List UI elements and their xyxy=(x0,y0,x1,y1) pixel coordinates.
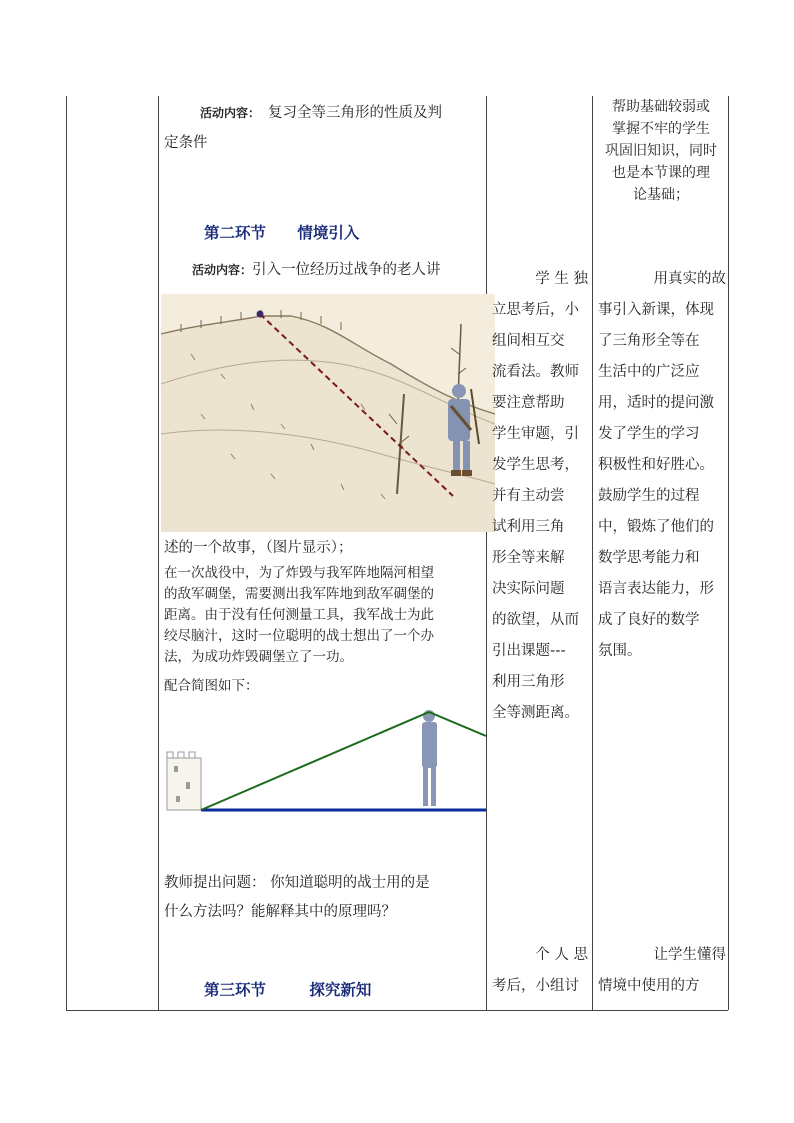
student-line: 形全等来解 xyxy=(492,550,565,566)
student-line: 发学生思考， xyxy=(492,457,579,473)
purpose-line: 了三角形全等在 xyxy=(598,333,700,349)
teacher-question: 教师提出问题： 你知道聪明的战士用的是 xyxy=(164,875,430,891)
student-line: 学 生 独 xyxy=(535,271,588,287)
purpose-line: 情境中使用的方 xyxy=(598,978,700,994)
teacher-question-cont: 什么方法吗？能解释其中的原理吗？ xyxy=(164,904,396,920)
section2-purpose xyxy=(598,264,726,667)
purpose-line: 掌握不牢的学生 xyxy=(612,121,710,137)
story-line: 的敌军碉堡，需要测出我军阵地到敌军碉堡的 xyxy=(164,586,434,602)
table-border-left xyxy=(66,96,67,1010)
purpose-line: 积极性和好胜心。 xyxy=(598,457,714,473)
student-line: 组间相互交 xyxy=(492,333,565,349)
student-line: 并有主动尝 xyxy=(492,488,565,504)
purpose-line: 事引入新课，体现 xyxy=(598,302,714,318)
purpose-line: 生活中的广泛应 xyxy=(598,364,700,380)
section2-student-activity xyxy=(492,264,588,729)
section3-number: 第三环节 xyxy=(204,980,267,999)
table-border-col2 xyxy=(486,96,487,1010)
purpose-line: 用，适时的提问激 xyxy=(598,395,714,411)
purpose-line: 中，锻炼了他们的 xyxy=(598,519,714,535)
section3-student-activity xyxy=(492,940,588,1002)
activity-label: 活动内容： xyxy=(192,263,253,277)
purpose-line: 数学思考能力和 xyxy=(598,550,700,566)
student-line: 的欲望，从而 xyxy=(492,612,579,628)
story-line: 距离。由于没有任何测量工具，我军战士为此 xyxy=(164,607,434,623)
story-line: 绞尽脑汁，这时一位聪明的战士想出了一个办 xyxy=(164,628,434,644)
section2-activity xyxy=(192,257,441,283)
diagram-caption: 配合简图如下： xyxy=(164,678,259,694)
section3-heading xyxy=(204,978,371,1000)
section2-heading xyxy=(204,221,359,243)
purpose-line: 发了学生的学习 xyxy=(598,426,700,442)
purpose-line: 鼓励学生的过程 xyxy=(598,488,700,504)
student-line: 决实际问题 xyxy=(492,581,565,597)
purpose-line: 让学生懂得 xyxy=(653,947,726,963)
student-line: 全等测距离。 xyxy=(492,705,579,721)
activity-text: 复习全等三角形的性质及判 xyxy=(268,105,443,121)
story-paragraph xyxy=(164,563,434,668)
purpose-line: 巩固旧知识，同时 xyxy=(605,143,717,159)
student-line: 利用三角形 xyxy=(492,674,565,690)
review-activity xyxy=(200,100,442,126)
student-line: 个 人 思 xyxy=(535,947,588,963)
table-border-col3 xyxy=(592,96,593,1010)
student-line: 学生审题，引 xyxy=(492,426,579,442)
student-line: 试利用三角 xyxy=(492,519,565,535)
student-line: 引出课题--- xyxy=(492,643,566,659)
activity-label: 活动内容： xyxy=(200,106,261,120)
story-line: 法，为成功炸毁碉堡立了一功。 xyxy=(164,649,353,665)
section3-purpose xyxy=(598,940,726,1002)
table-border-right xyxy=(728,96,729,1010)
student-line: 要注意帮助 xyxy=(492,395,565,411)
purpose-line: 论基础； xyxy=(633,187,689,203)
purpose-line: 帮助基础较弱或 xyxy=(612,99,710,115)
story-continue: 述的一个故事，（图片显示）； xyxy=(164,540,353,556)
measurement-diagram xyxy=(164,700,486,820)
student-line: 立思考后，小 xyxy=(492,302,579,318)
purpose-line: 氛围。 xyxy=(598,643,642,659)
story-line: 在一次战役中，为了炸毁与我军阵地隔河相望 xyxy=(164,565,434,581)
purpose-line: 用真实的故 xyxy=(653,271,726,287)
purpose-line: 成了良好的数学 xyxy=(598,612,700,628)
section3-title: 探究新知 xyxy=(309,980,372,999)
review-activity-cont: 定条件 xyxy=(164,135,208,151)
activity-text: 引入一位经历过战争的老人讲 xyxy=(252,262,441,278)
row1-purpose xyxy=(596,96,726,206)
student-line: 考后，小组讨 xyxy=(492,978,579,994)
section2-title: 情境引入 xyxy=(297,223,360,242)
table-border-col1 xyxy=(158,96,159,1010)
purpose-line: 也是本节课的理 xyxy=(612,165,710,181)
battlefield-illustration xyxy=(161,294,495,532)
purpose-line: 语言表达能力，形 xyxy=(598,581,714,597)
table-border-bottom xyxy=(66,1010,728,1011)
section2-number: 第二环节 xyxy=(204,223,267,242)
student-line: 流看法。教师 xyxy=(492,364,579,380)
